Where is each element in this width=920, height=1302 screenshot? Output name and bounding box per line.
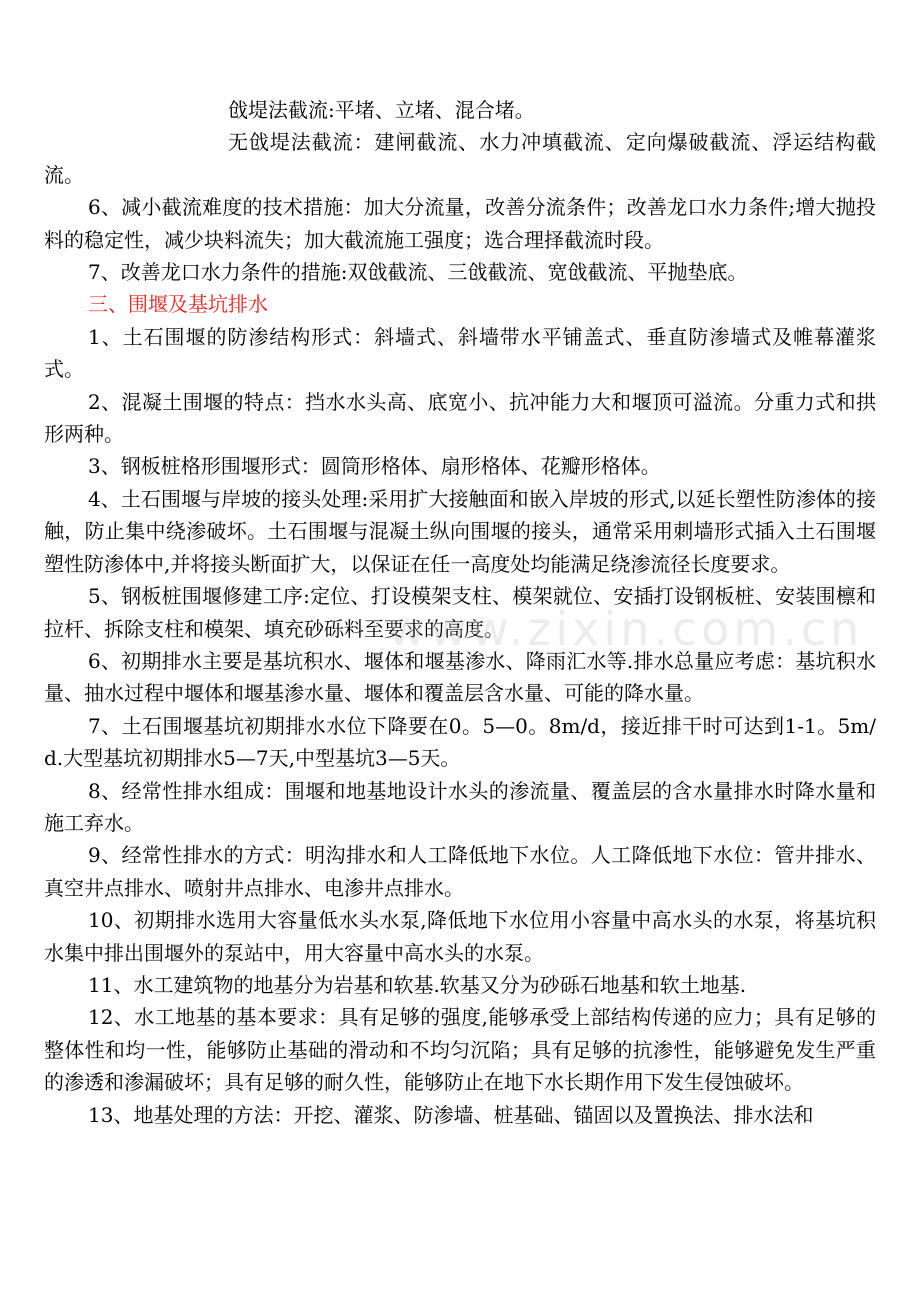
list-item: 1、土石围堰的防渗结构形式：斜墙式、斜墙带水平铺盖式、垂直防渗墙式及帷幕灌浆式。 — [44, 324, 876, 382]
paragraph-cofferdam-closure: 戗堤法截流:平堵、立堵、混合堵。 — [228, 98, 535, 122]
list-item: 9、经常性排水的方式：明沟排水和人工降低地下水位。人工降低地下水位：管井排水、真空井点排水、喷射井点排水、电渗井点排水。 — [44, 843, 876, 900]
list-item: 10、初期排水选用大容量低水头水泵,降低地下水位用小容量中高水头的水泵，将基坑积水集中排出围堰外的泵站中，用大容量中高水头的水泵。 — [44, 908, 876, 965]
list-item: 3、钢板桩格形围堰形式：圆筒形格体、扇形格体、花瓣形格体。 — [88, 454, 661, 479]
list-item: 5、钢板桩围堰修建工序:定位、打设模架支柱、模架就位、安插打设钢板桩、安装围檩和拉杆、拆除支柱和模架、填充砂砾料至要求的高度。 — [44, 584, 876, 641]
list-item: 7、土石围堰基坑初期排水水位下降要在0。5—0。8m/d，接近排干时可达到1-1。5m/d.大型基坑初期排水5—7天,中型基坑3—5天。 — [44, 713, 876, 771]
paragraph-item-7: 7、改善龙口水力条件的措施:双戗截流、三戗截流、宽戗截流、平抛垫底。 — [88, 260, 748, 285]
list-item: 2、混凝土围堰的特点：挡水水头高、底宽小、抗冲能力大和堰顶可溢流。分重力式和拱形两种。 — [44, 389, 876, 447]
list-item: 11、水工建筑物的地基分为岩基和软基.软基又分为砂砾石地基和软土地基. — [88, 972, 747, 997]
list-item: 4、土石围堰与岸坡的接头处理:采用扩大接触面和嵌入岸坡的形式,以延长塑性防渗体的接触，防止集中绕渗破坏。土石围堰与混凝土纵向围堰的接头，通常采用刺墙形式插入土石围堰塑性防渗体中,并将接头断面扩大，以保证在任一高度处均能满足绕渗流径长度要求。 — [44, 486, 876, 576]
list-item: 12、水工地基的基本要求：具有足够的强度,能够承受上部结构传递的应力；具有足够的整体性和均一性，能够防止基础的滑动和不均匀沉陷；具有足够的抗渗性，能够避免发生严重的渗透和渗漏破坏；具有足够的耐久性，能够防止在地下水长期作用下发生侵蚀破坏。 — [44, 1005, 876, 1095]
list-item: 13、地基处理的方法：开挖、灌浆、防渗墙、桩基础、锚固以及置换法、排水法和 — [88, 1102, 814, 1127]
section-heading: 三、围堰及基坑排水 — [88, 292, 268, 317]
paragraph-no-dike-closure: 无戗堤法截流：建闸截流、水力冲填截流、定向爆破截流、浮运结构截流。 — [44, 130, 876, 187]
list-item: 6、初期排水主要是基坑积水、堰体和堰基渗水、降雨汇水等.排水总量应考虑：基坑积水量、抽水过程中堰体和堰基渗水量、堰体和覆盖层含水量、可能的降水量。 — [44, 648, 876, 706]
paragraph-item-6: 6、减小截流难度的技术措施：加大分流量，改善分流条件；改善龙口水力条件;增大抛投料的稳定性，减少块料流失；加大截流施工强度；选合理择截流时段。 — [44, 195, 876, 252]
list-item: 8、经常性排水组成：围堰和地基地设计水头的渗流量、覆盖层的含水量排水时降水量和施工弃水。 — [44, 778, 876, 835]
watermark: www.zixin.com.cn — [388, 602, 864, 656]
